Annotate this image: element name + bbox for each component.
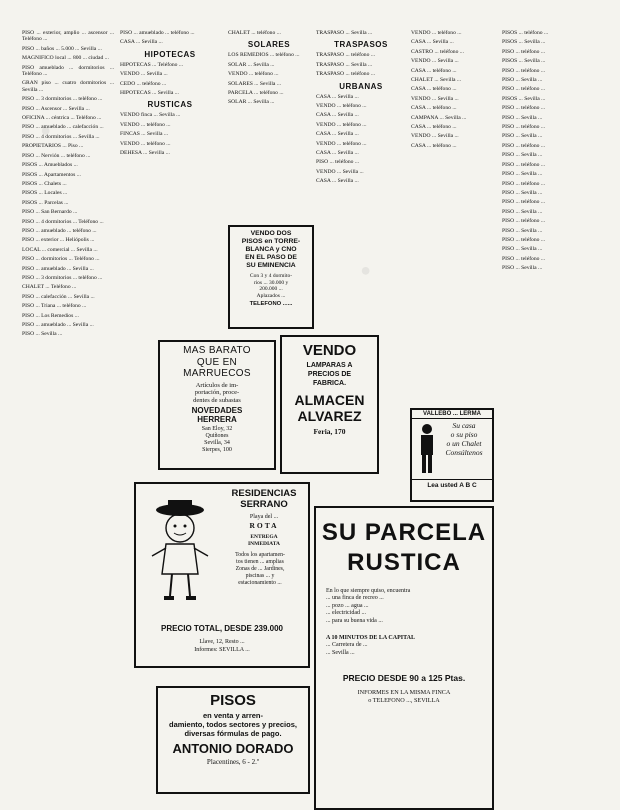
- classified-ad-text: PISO ... amueblado ... Sevilla ...: [22, 265, 94, 272]
- ad-text: portación, proce-: [194, 389, 240, 396]
- classified-ad-text: VENDO ... teléfono ...: [120, 121, 171, 128]
- classified-ad: [22, 46, 114, 52]
- classified-ad-text: PISO ... Sevilla ...: [502, 114, 543, 121]
- classified-ad-text: PISO ... teléfono ...: [502, 218, 546, 225]
- ad-text: PRECIOS DE: [307, 371, 352, 378]
- ad-text: Zonas de ... Jardines,: [235, 566, 285, 572]
- section-heading-hipotecas: HIPOTECAS: [144, 49, 196, 59]
- classified-ad-text: CASA ... Sevilla ...: [316, 150, 359, 157]
- classified-ad-text: HIPOTECAS ... Teléfono ...: [120, 61, 184, 68]
- classified-ad: [502, 256, 602, 262]
- classified-ad-text: CASA ... teléfono ...: [411, 142, 457, 149]
- classified-ad-text: PISO ... Sevilla ...: [22, 331, 63, 338]
- classified-ad-text: CASA ... teléfono ...: [411, 86, 457, 93]
- ad-mas-barato: [158, 340, 276, 470]
- classified-ad: [316, 103, 406, 109]
- classified-ad: [22, 172, 114, 178]
- ad-text: o un Chalet: [446, 439, 482, 448]
- ad-text: piscinas ... y: [245, 573, 275, 579]
- classified-ad: [411, 77, 497, 83]
- ad-location: ROTA: [249, 520, 279, 530]
- classified-ad-text: VENDO finca ... Sevilla ...: [120, 112, 181, 119]
- section-heading-urbanas: URBANAS: [339, 81, 383, 91]
- ad-title-line: QUE EN: [196, 356, 238, 368]
- classified-ad: [502, 171, 602, 177]
- classified-ad: [120, 112, 220, 118]
- classified-ad-text: PISOS ... Sevilla ...: [502, 58, 546, 65]
- classified-ad-text: TRASPASO ... Sevilla ...: [316, 30, 373, 36]
- ad-text: estacionamiento ...: [238, 580, 282, 586]
- ad-title: PISOS: [210, 692, 256, 709]
- classified-ad-text: VENDO ... Sevilla ...: [411, 133, 459, 140]
- classified-ad-text: CASA ... teléfono ...: [411, 124, 457, 131]
- classified-ad-text: VENDO ... teléfono ...: [316, 140, 367, 147]
- ad-text: Todos los apartamen-: [235, 552, 285, 558]
- section-heading-rusticas: RUSTICAS: [147, 100, 193, 110]
- classified-ad: [502, 68, 602, 74]
- classified-ad: [502, 246, 602, 252]
- classified-ad-text: PISO ... amueblado ... calefacción ...: [22, 124, 104, 131]
- classified-ad-text: PISO ... 4 dormitorios ... Teléfono ...: [22, 218, 104, 225]
- ad-text: Artículos de im-: [195, 381, 239, 389]
- classified-ad-text: LOS REMEDIOS ... teléfono ...: [228, 52, 300, 59]
- classified-ad-text: DEHESA ... Sevilla ...: [120, 150, 170, 157]
- ad-residencias-serrano: [134, 482, 310, 668]
- classified-ad: [228, 62, 310, 68]
- classified-ad: [22, 322, 114, 328]
- classified-ad-text: PISO ... Sevilla ...: [502, 189, 543, 196]
- classified-ad-text: CASA ... teléfono ...: [411, 105, 457, 112]
- classified-ad: [120, 131, 220, 137]
- ad-price: PRECIO DESDE 90 a 125 Ptas.: [342, 673, 466, 684]
- classified-ad: [411, 143, 497, 149]
- classified-ad: [120, 90, 220, 96]
- classified-ad: [502, 228, 602, 234]
- ad-text: Su casa: [452, 421, 476, 430]
- classified-ad: [411, 30, 497, 36]
- ad-shop-name: NOVEDADES: [191, 406, 243, 415]
- watermark-mark: ●: [34, 118, 56, 142]
- ad-title-line: RUSTICA: [347, 549, 461, 576]
- classified-ad-text: PISO ... amueblado ... Sevilla ...: [22, 322, 94, 328]
- ad-text: INMEDIATA: [248, 540, 280, 547]
- ad-address: Sierpes, 100: [202, 447, 232, 453]
- classified-ad-text: PROPIETARIOS ... Piso ...: [22, 143, 84, 150]
- classified-ad: [22, 190, 114, 196]
- classified-ad-text: CEDO ... teléfono ...: [120, 80, 167, 87]
- classified-ad: [411, 58, 497, 64]
- ad-text: ... pozo ... agua ...: [326, 602, 369, 609]
- classified-ad: [411, 39, 497, 45]
- ad-text: Consúltenos: [445, 448, 483, 457]
- classified-ad-text: PISO ... Ascensor ... Sevilla ...: [22, 105, 90, 112]
- classified-ad-text: PISO ... calefacción ... Sevilla ...: [22, 293, 95, 300]
- classified-ad-text: HIPOTECAS ... Sevilla ...: [120, 90, 179, 97]
- classified-ad: [228, 81, 310, 87]
- classified-ad: [316, 30, 406, 36]
- classified-ad: [316, 169, 406, 175]
- classified-ad: [120, 30, 220, 36]
- classified-ad: [22, 30, 114, 43]
- ad-text: diversas fórmulas de pago.: [184, 729, 282, 738]
- classified-ad: [316, 141, 406, 147]
- classified-ad-text: CASA ... Sevilla ...: [316, 178, 359, 185]
- classified-ad-text: PISO ... teléfono ...: [502, 105, 546, 112]
- classified-ad: [316, 94, 406, 100]
- classified-ad: [120, 62, 220, 68]
- classified-ad-text: PISO ... amueblado ... teléfono ...: [22, 227, 97, 234]
- classified-ad-text: PISO ... teléfono ...: [502, 67, 546, 74]
- classifieds-column-5: [411, 30, 497, 400]
- classified-ad: [316, 122, 406, 128]
- ad-text: rios ... 30.000 y: [253, 279, 289, 286]
- classified-ad-text: CHALET ... Teléfono ...: [22, 284, 77, 291]
- ad-name: ANTONIO DORADO: [172, 741, 294, 756]
- classified-ad: [411, 86, 497, 92]
- child-drawing-icon: [144, 496, 216, 606]
- classified-ad-text: PISO ... Sevilla ...: [502, 227, 543, 234]
- ad-shop-name: ALVAREZ: [297, 408, 362, 424]
- classified-ad: [22, 55, 114, 61]
- classified-ad: [502, 124, 602, 130]
- ad-text: dentes de subastas: [193, 396, 241, 404]
- ad-line: EN EL PASO DE: [245, 254, 297, 261]
- ad-address: Feria, 170: [313, 427, 346, 436]
- classified-ad: [22, 209, 114, 215]
- classified-ad-text: PISOS ... Sevilla ...: [502, 95, 546, 102]
- ad-footer: Lea usted A B C: [412, 479, 492, 489]
- classified-ad: [22, 80, 114, 93]
- classified-ad: [502, 218, 602, 224]
- classified-ad-text: OFICINA ... céntrica ... Teléfono ...: [22, 115, 102, 122]
- classified-ad: [22, 124, 114, 130]
- ad-line: PISOS en TORRE-: [241, 238, 301, 245]
- classified-ad: [22, 200, 114, 206]
- classified-ad-text: PISO ... teléfono ...: [316, 159, 360, 166]
- classified-ad-text: TRASPASO ... teléfono ...: [316, 71, 375, 78]
- ad-title-line: RESIDENCIAS: [231, 488, 297, 499]
- classified-ad-text: CASA ... teléfono ...: [411, 67, 457, 74]
- ad-text: o su piso: [450, 430, 478, 439]
- classified-ad: [502, 105, 602, 111]
- classified-ad: [22, 331, 114, 337]
- classified-ad: [120, 122, 220, 128]
- classified-ad-text: PISO ... teléfono ...: [502, 86, 546, 93]
- ad-line: BLANCA y CNO: [245, 246, 297, 253]
- ad-text: ... Carretera de ...: [326, 642, 368, 649]
- classified-ad: [120, 39, 220, 45]
- ad-address: Quiñones: [205, 433, 229, 439]
- classified-ad: [228, 99, 310, 105]
- ad-vallebo-lerma: [410, 408, 494, 502]
- classified-ad-text: PISO ... 4 dormitorios ... Sevilla ...: [22, 133, 100, 140]
- classified-ad: [22, 294, 114, 300]
- classified-ad-text: PISO ... Sevilla ...: [502, 133, 543, 140]
- classified-ad: [22, 247, 114, 253]
- classified-ad: [316, 150, 406, 156]
- classified-ad: [228, 71, 310, 77]
- classified-ad: [502, 115, 602, 121]
- classified-ad-text: VENDO ... teléfono ...: [316, 103, 367, 110]
- section-heading-traspasos: TRASPASOS: [334, 40, 388, 50]
- classified-ad-text: PISO ... San Bernardo ...: [22, 209, 78, 216]
- classified-ad-text: PISOS ... teléfono ...: [502, 30, 549, 36]
- classified-ad: [22, 96, 114, 102]
- classified-ad: [316, 178, 406, 184]
- classified-ad-text: PISO ... Sevilla ...: [502, 246, 543, 253]
- classified-ad-text: CASA ... Sevilla ...: [316, 112, 359, 119]
- classified-ad: [502, 162, 602, 168]
- classified-ad-text: VENDO ... teléfono ...: [120, 140, 171, 147]
- classified-ad-text: VENDO ... Sevilla ...: [316, 168, 364, 175]
- classified-ad-text: LOCAL ... comercial ... Sevilla ...: [22, 246, 98, 253]
- classified-ad: [411, 133, 497, 139]
- classified-ad-text: PISO ... Sevilla ...: [502, 265, 543, 272]
- ad-text: ENTREGA: [250, 534, 278, 540]
- classified-ad-text: SOLARES ... Sevilla ...: [228, 80, 281, 87]
- classified-ad-text: VENDO ... teléfono ...: [228, 71, 279, 78]
- classified-ad-text: VENDO ... Sevilla ...: [411, 95, 459, 102]
- classified-ad: [228, 30, 310, 36]
- ad-text: Informes: SEVILLA ...: [194, 646, 250, 653]
- classified-ad-text: PISO ... dormitorios ... Teléfono ...: [22, 256, 100, 263]
- ad-phone: TELEFONO ......: [249, 301, 293, 308]
- classified-ad-text: PISO amueblado ... dormitorios ... Teléfono ...: [22, 64, 114, 78]
- classified-ad: [22, 153, 114, 159]
- classified-ad-text: FINCAS ... Sevilla ...: [120, 131, 169, 138]
- ad-address: Placentines, 6 - 2.º: [206, 758, 260, 766]
- classified-ad-text: GRAN piso ... cuatro dormitorios ... Sevilla ...: [22, 80, 114, 93]
- ad-title-line: SU PARCELA: [321, 519, 487, 546]
- ad-line: SU EMINENCIA: [246, 262, 296, 269]
- ad-text: A 10 MINUTOS DE LA CAPITAL: [326, 635, 415, 642]
- ad-text: en venta y arren-: [202, 711, 264, 720]
- classified-ad-text: CASA ... Sevilla ...: [316, 93, 359, 100]
- classified-ad-text: SOLAR ... Sevilla ...: [228, 99, 275, 106]
- classified-ad: [502, 237, 602, 243]
- classified-ad-text: CASA ... Sevilla ...: [411, 39, 454, 46]
- classified-ad-text: VENDO ... teléfono ...: [316, 121, 367, 128]
- classified-ad-text: PISO ... Los Remedios ...: [22, 312, 79, 319]
- classified-ad: [411, 105, 497, 111]
- classified-ad: [22, 228, 114, 234]
- classified-ad-text: PISO ... baños ... 5.000 ... Sevilla ...: [22, 45, 102, 52]
- classified-ad-text: PISO ... Sevilla ...: [502, 152, 543, 159]
- ad-text: 200.000 ...: [259, 286, 283, 293]
- classified-ad-text: PISOS ... Amueblados ...: [22, 162, 78, 169]
- classified-ad: [22, 115, 114, 121]
- classified-ad: [502, 30, 602, 36]
- ad-text: ... una finca de recreo ...: [326, 595, 384, 602]
- classified-ad-text: PISO ... Sevilla ...: [502, 77, 543, 84]
- classified-ad-text: SOLAR ... Sevilla ...: [228, 61, 275, 68]
- classified-ad-text: PISOS ... Locales ...: [22, 190, 68, 197]
- classified-ad: [502, 152, 602, 158]
- classified-ad: [22, 65, 114, 78]
- classified-ad: [228, 52, 310, 58]
- classified-ad-text: PISO ... amueblado ... teléfono ...: [120, 30, 195, 36]
- classified-ad-text: PISO ... Triana ... teléfono ...: [22, 303, 87, 310]
- classified-ad: [316, 131, 406, 137]
- classified-ad: [120, 71, 220, 77]
- classified-ad: [411, 96, 497, 102]
- classified-ad: [502, 181, 602, 187]
- classified-ad: [502, 96, 602, 102]
- classified-ad: [316, 71, 406, 77]
- classified-ad: [502, 133, 602, 139]
- classified-ad-text: CASA ... Sevilla ...: [316, 131, 359, 138]
- classified-ad-text: PISO ... teléfono ...: [502, 199, 546, 206]
- classified-ad-text: VENDO ... Sevilla ...: [411, 58, 459, 65]
- ad-text: ... electricidad ...: [326, 610, 366, 617]
- classified-ad: [502, 143, 602, 149]
- classified-ad-text: CASA ... Sevilla ...: [120, 39, 163, 46]
- classified-ad-text: PISO ... exterior, amplio ... ascensor ... Teléfono ...: [22, 30, 114, 43]
- ad-header: VALLEBO ... LERMA: [412, 410, 492, 419]
- classified-ad-text: PISO ... teléfono ...: [502, 142, 546, 149]
- classified-ad: [22, 284, 114, 290]
- classified-ad: [502, 49, 602, 55]
- classified-ad: [228, 90, 310, 96]
- classified-ad: [502, 199, 602, 205]
- classified-ad-text: CHALET ... Sevilla ...: [411, 77, 462, 84]
- man-figure-icon: [416, 423, 438, 477]
- classified-ad-text: PISO ... 3 dormitorios ... teléfono ...: [22, 274, 103, 281]
- ad-vendo-pisos: [228, 225, 314, 329]
- classifieds-column-3: [228, 30, 310, 220]
- classifieds-column-2: [120, 30, 220, 350]
- ad-text: damiento, todos sectores y precios,: [169, 720, 297, 729]
- ad-text: ... para su buena vida ...: [326, 617, 383, 624]
- classified-ad: [411, 49, 497, 55]
- classified-ad: [316, 112, 406, 118]
- ad-text: LAMPARAS A: [306, 362, 353, 369]
- classified-ad: [502, 39, 602, 45]
- watermark-mark: ●: [354, 258, 376, 282]
- ad-address: San Eloy, 32: [201, 426, 233, 432]
- classified-ad-text: VENDO ... Sevilla ...: [120, 71, 168, 78]
- classified-ad-text: PISOS ... Parcelas ...: [22, 199, 69, 206]
- classified-ad: [502, 77, 602, 83]
- ad-price: PRECIO TOTAL, DESDE 239.000: [161, 624, 283, 633]
- ad-title-line: MAS BARATO: [183, 345, 251, 356]
- classified-ad: [22, 106, 114, 112]
- classified-ad: [502, 86, 602, 92]
- ad-shop-name: ALMACEN: [294, 392, 365, 408]
- classified-ad: [22, 266, 114, 272]
- classified-ad: [22, 237, 114, 243]
- classified-ad-text: MAGNIFICO local ... 800 ... ciudad ...: [22, 55, 109, 62]
- classified-ad: [22, 181, 114, 187]
- classified-ad: [22, 256, 114, 262]
- ad-text: En lo que siempre quiso, encuentra: [326, 588, 411, 594]
- classified-ad: [22, 143, 114, 149]
- ad-text: FABRICA.: [312, 380, 347, 387]
- classified-ad: [502, 58, 602, 64]
- classified-ad: [22, 303, 114, 309]
- classified-ad: [502, 190, 602, 196]
- classified-ad-text: PISO ... teléfono ...: [502, 180, 546, 187]
- ad-shop-name: HERRERA: [197, 415, 237, 424]
- classifieds-column-6: [502, 30, 602, 800]
- classified-ad: [502, 265, 602, 271]
- ad-text: Llave, 12, Resto ...: [199, 639, 245, 645]
- classified-ad-text: PISO ... Sevilla ...: [502, 171, 543, 178]
- classified-ad-text: PISO ... Nervión ... teléfono ...: [22, 152, 91, 159]
- ad-text: tos tienen ... amplias: [236, 559, 284, 565]
- classified-ad-text: PISO ... Sevilla ...: [502, 208, 543, 215]
- classified-ad-text: PISOS ... Chalets ...: [22, 180, 67, 187]
- classified-ad-text: CHALET ... teléfono ...: [228, 30, 281, 36]
- ad-text: Aplazados ...: [256, 292, 286, 299]
- ad-title-line: MARRUECOS: [183, 368, 251, 379]
- classified-ad: [22, 219, 114, 225]
- classified-ad-text: PISO ... 3 dormitorios ... teléfono ...: [22, 96, 103, 103]
- ad-text: Playa del ...: [249, 514, 279, 520]
- ad-text: ... Sevilla ...: [326, 649, 355, 656]
- classified-ad: [22, 162, 114, 168]
- classified-ad-text: PISO ... teléfono ...: [502, 124, 546, 131]
- classified-ad-text: PISO ... teléfono ...: [502, 48, 546, 55]
- ad-line: VENDO DOS: [250, 230, 292, 237]
- classified-ad-text: TRASPASO ... teléfono ...: [316, 52, 375, 59]
- classified-ad-text: PISOS ... Sevilla ...: [502, 39, 546, 46]
- classifieds-column-1: [22, 30, 114, 800]
- ad-antonio-dorado: [156, 686, 310, 794]
- classified-ad-text: PISO ... teléfono ...: [502, 236, 546, 243]
- ad-text: o TELEFONO ..., SEVILLA: [368, 697, 440, 705]
- classified-ad-text: CASTRO ... teléfono ...: [411, 48, 464, 55]
- classified-ad-text: PISO ... teléfono ...: [502, 161, 546, 168]
- classified-ad: [316, 62, 406, 68]
- ad-text: INFORMES EN LA MISMA FINCA: [357, 689, 451, 697]
- ad-title: VENDO: [302, 342, 357, 359]
- classified-ad: [411, 124, 497, 130]
- ad-vendo-lamparas: [280, 335, 379, 474]
- classified-ad: [316, 52, 406, 58]
- section-heading-solares: SOLARES: [247, 40, 291, 50]
- ad-title-line: SERRANO: [240, 499, 288, 510]
- classified-ad: [411, 115, 497, 121]
- classified-ad: [22, 313, 114, 319]
- classified-ad: [411, 68, 497, 74]
- classified-ad-text: PARCELA ... teléfono ...: [228, 90, 284, 97]
- classified-ad: [22, 134, 114, 140]
- classified-ad-text: VENDO ... teléfono ...: [411, 30, 462, 36]
- classified-ad: [120, 150, 220, 156]
- classified-ad-text: PISOS ... Apartamentos ...: [22, 171, 81, 178]
- ad-text: Con 3 y 4 dormito-: [249, 273, 293, 279]
- classified-ad: [120, 141, 220, 147]
- ad-address: Sevilla, 34: [204, 440, 230, 446]
- classified-ad-text: PISO ... teléfono ...: [502, 255, 546, 262]
- ad-su-parcela-rustica: [314, 506, 494, 810]
- classified-ad: [120, 81, 220, 87]
- classified-ad: [22, 275, 114, 281]
- classified-ad-text: TRASPASO ... Sevilla ...: [316, 61, 373, 68]
- classified-ad: [502, 209, 602, 215]
- classified-ad-text: CAMPANA ... Sevilla ...: [411, 114, 467, 121]
- classified-ad-text: PISO ... exterior ... Heliópolis ...: [22, 237, 95, 244]
- classified-ad: [316, 159, 406, 165]
